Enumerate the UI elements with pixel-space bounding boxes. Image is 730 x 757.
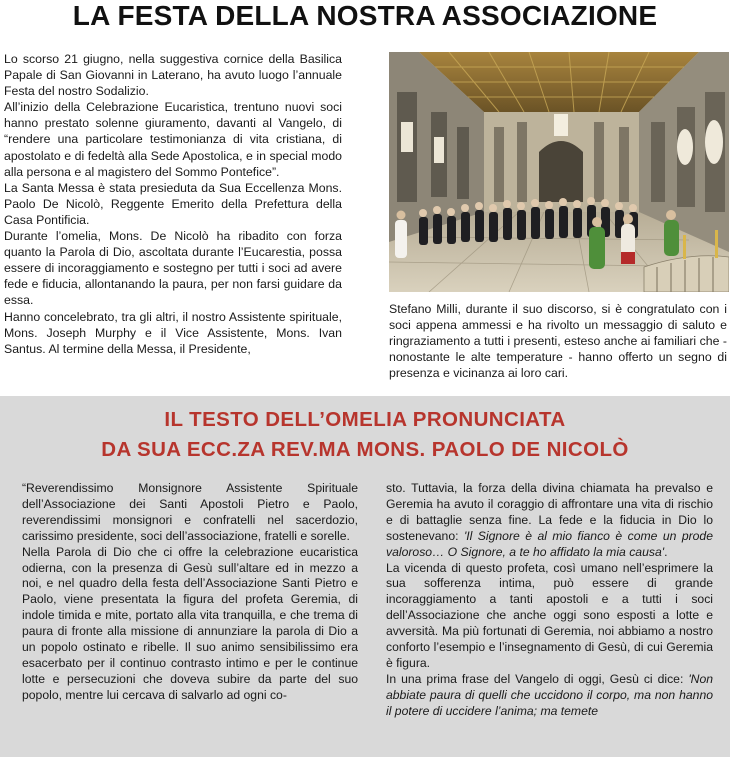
homily-paragraph: La vicenda di questo profeta, così umano nell’esprimere la sua sofferenza intima, può essere di grande incoraggiamento a tanti apostoli e a tutti i soci dell’Associazione che anche oggi sono esposti a lotte e avversità. Ma più fortunati di Geremia, noi abbiamo a nostro conforto l’esempio e l’insegnamento di Gesù, di cui Geremia è figura. bbox=[386, 560, 713, 670]
article-left-column bbox=[4, 51, 342, 357]
article-paragraph: Hanno concelebrato, tra gli altri, il nostro Assistente spirituale, Mons. Joseph Murphy e il Vice Assistente, Mons. Ivan Santus. Al termine della Messa, il Presidente, bbox=[4, 309, 342, 356]
article-paragraph: All’inizio della Celebrazione Eucaristica, trentuno nuovi soci hanno prestato solenne giuramento, davanti al Vangelo, di “rendere una particolare testimonianza di vita cristiana, di apostolato e di fedeltà alla Sede Apostolica, e in special modo alla persona e al magistero del Sommo Pontefice”. bbox=[4, 100, 342, 179]
homily-text: . bbox=[664, 544, 668, 559]
article-right-column bbox=[389, 301, 727, 381]
bible-quote: 'Il Signore è al mio fianco è come un prode valoroso… O Signore, a te ho affidato la mia causa' bbox=[386, 528, 713, 559]
homily-paragraph: Nella Parola di Dio che ci offre la celebrazione eucaristica odierna, con la presenza di Gesù sull’altare ed in mezzo a noi, e nel quadro della festa dell’Associazione Santi Pietro e Paolo, viene presentata la figura del profeta Geremia, di indole timida e mite, portato alla vita tranquilla, e che trema di paura di fronte alla missione di annunziare la parola di Dio a un popolo ostinato e ribelle. Il suo animo sensibilissimo era esacerbato per il continuo contrasto intimo e per le continue lotte e persecuzioni che doveva subire da parte del suo popolo, mentre lui cercava di salvarlo ad ogni co- bbox=[22, 544, 358, 702]
article-paragraph: Stefano Milli, durante il suo discorso, si è congratulato con i soci appena ammessi e ha rivolto un messaggio di saluto e ringraziamento a tutti i presenti, esteso anche ai familiari che - nonostante le alte temperature - hanno offerto un segno di presenza e vicinanza ai loro cari. bbox=[389, 302, 727, 381]
article-paragraph: Durante l’omelia, Mons. De Nicolò ha ribadito con forza quanto la Parola di Dio, ascoltata durante l’Eucarestia, possa essere di incoraggiamento e sostegno per tutti i soci ad avere fede e fiducia, allontanando la paura, per non farsi guidare da essa. bbox=[4, 229, 342, 308]
article-headline: LA FESTA DELLA NOSTRA ASSOCIAZIONE bbox=[72, 0, 658, 31]
homily-left-column bbox=[22, 481, 358, 704]
homily-title-line1: IL TESTO DELL’OMELIA PRONUNCIATA bbox=[164, 408, 566, 431]
gospel-quote: 'Non abbiate paura di quelli che uccidono il corpo, ma non hanno il potere di uccidere l’anima; ma temete bbox=[386, 671, 713, 718]
homily-text: sto. Tuttavia, la forza della divina chiamata ha prevalso e Geremia ha avuto il coraggio di affrontare una vita di rischio e di battaglie senza fine. La fede e la fiducia in Dio lo sostenevano: bbox=[386, 481, 713, 543]
homily-paragraph bbox=[386, 481, 713, 561]
homily-right-column bbox=[386, 481, 713, 720]
homily-paragraph: “Reverendissimo Monsignore Assistente Spirituale dell’Associazione dei Santi Apostoli Pietro e Paolo, reverendissimi monsignori e confratelli nel sacerdozio, carissimo presidente, soci dell’associazione, fratelli e sorelle. bbox=[22, 481, 358, 543]
homily-title-line2: DA SUA ECC.ZA REV.MA MONS. PAOLO DE NICOLÒ bbox=[101, 438, 629, 461]
article-paragraph: La Santa Messa è stata presieduta da Sua Eccellenza Mons. Paolo De Nicolò, Reggente Emerito della Prefettura della Casa Pontificia. bbox=[4, 180, 342, 227]
homily-text: In una prima frase del Vangelo di oggi, Gesù ci dice: bbox=[386, 671, 689, 686]
basilica-interior-illustration bbox=[389, 52, 729, 292]
basilica-photo bbox=[389, 52, 729, 292]
homily-paragraph bbox=[386, 672, 713, 720]
article-paragraph: Lo scorso 21 giugno, nella suggestiva cornice della Basilica Papale di San Giovanni in Laterano, ha avuto luogo l’annuale Festa del nostro Sodalizio. bbox=[4, 52, 342, 99]
